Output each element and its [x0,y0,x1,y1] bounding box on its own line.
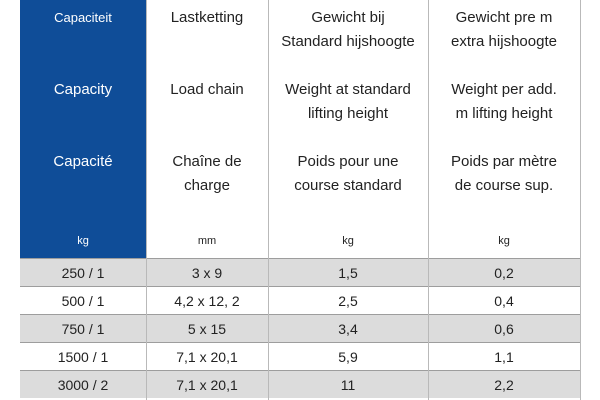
header-standard-weight [268,0,428,258]
cell-load-chain: 7,1 x 20,1 [176,349,238,365]
cell-extra-weight: 0,2 [494,265,514,281]
header-load-chain-fr: Chaîne de charge [172,153,242,194]
cell-standard-weight: 5,9 [338,349,358,365]
cell-load-chain: 3 x 9 [191,265,223,281]
cell-capacity: 500 / 1 [61,293,105,309]
column-divider [580,0,581,400]
header-capacity [20,0,146,258]
cell-load-chain: 7,1 x 20,1 [176,377,238,393]
column-divider [146,0,147,400]
table-body [20,258,580,398]
cell-standard-weight: 1,5 [338,265,358,281]
header-standard-weight-fr: Poids pour une course standard [294,153,402,194]
header-standard-weight-nl: Gewicht bij Standard hijshoogte [281,9,415,50]
header-load-chain-nl: Lastketting [170,9,244,26]
header-extra-weight-fr: Poids par mètre de course sup. [451,153,557,194]
cell-capacity: 750 / 1 [61,321,105,337]
header-capacity-nl: Capaciteit [54,10,112,25]
header-extra-weight [428,0,580,258]
cell-capacity: 3000 / 2 [57,377,109,393]
cell-extra-weight: 0,4 [494,293,514,309]
header-standard-weight-unit: kg [342,235,354,247]
column-divider [428,0,429,400]
table-row [20,258,580,286]
table-row [20,286,580,314]
cell-load-chain: 4,2 x 12, 2 [174,293,240,309]
header-load-chain-unit: mm [197,235,217,247]
cell-extra-weight: 0,6 [494,321,514,337]
cell-standard-weight: 2,5 [338,293,358,309]
header-extra-weight-en: Weight per add. m lifting height [451,81,557,122]
table-row [20,314,580,342]
header-capacity-unit: kg [77,235,89,247]
header-standard-weight-en: Weight at standard lifting height [285,81,411,122]
cell-extra-weight: 1,1 [494,349,514,365]
header-extra-weight-nl: Gewicht pre m extra hijshoogte [451,9,557,50]
header-load-chain-en: Load chain [170,81,244,98]
cell-extra-weight: 2,2 [494,377,514,393]
cell-standard-weight: 11 [340,377,356,393]
table-row [20,342,580,370]
header-capacity-en: Capacity [53,81,113,98]
cell-capacity: 1500 / 1 [57,349,109,365]
header-capacity-fr: Capacité [53,153,113,170]
header-load-chain [146,0,268,258]
header-extra-weight-unit: kg [498,235,510,247]
table-row [20,370,580,398]
column-divider [268,0,269,400]
cell-load-chain: 5 x 15 [187,321,227,337]
cell-capacity: 250 / 1 [61,265,105,281]
cell-standard-weight: 3,4 [338,321,358,337]
